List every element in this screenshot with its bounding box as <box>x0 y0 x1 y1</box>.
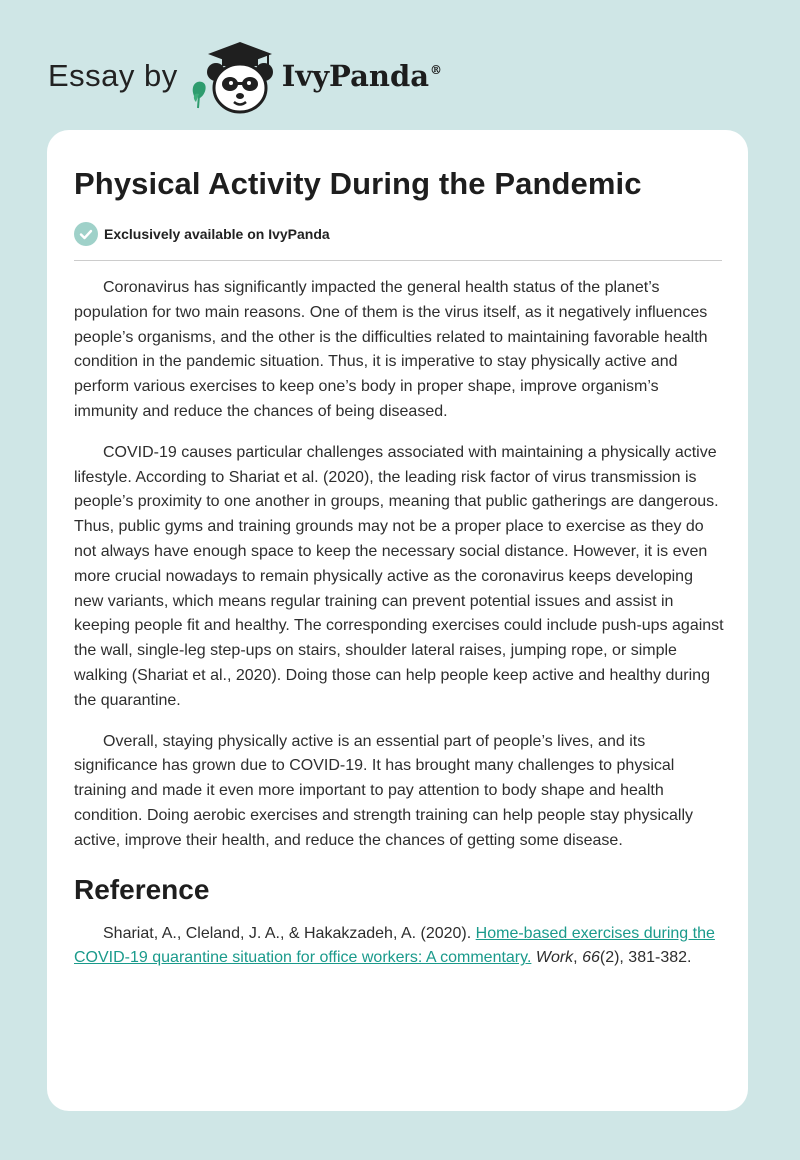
paragraph: COVID-19 causes particular challenges associated with maintaining a physically active lifestyle. According to Shariat et al. (2020), the leading risk factor of virus transmission is people’s proximity to one another in groups, meaning that public gatherings are dangerous. Thus, public gyms and training grounds may not be a proper place to exercise as they do not always have enough space to keep the necessary social distance. However, it is even more crucial nowadays to remain physically active as the coronavirus keeps developing new variants, which means regular training can prevent potential issues and assist in keeping people fit and healthy. The corresponding exercises could include push-ups against the wall, single-leg step-ups on stairs, shoulder lateral raises, jumping rope, or simple walking (Shariat et al., 2020). Doing those can help people keep active and healthy during the quarantine. <box>74 443 724 709</box>
brand-prefix: Essay by <box>48 58 178 93</box>
paragraph: Coronavirus has significantly impacted the general health status of the planet’s population for two main reasons. One of them is the virus itself, as it negatively influences people’s organisms, and the other is the difficulties related to maintaining favorable health condition in the pandemic situation. Thus, it is imperative to stay physically active and perform various exercises to keep one’s body in proper shape, improve organism’s immunity and reduce the chances of being diseased. <box>74 279 708 420</box>
reference-link[interactable]: Home-based exercises during the COVID-19 quarantine situation for office workers: A commentary. <box>74 924 715 967</box>
reference-volume: 66 <box>582 949 600 967</box>
brand-name-text: IvyPanda <box>281 59 430 93</box>
reference-entry: Shariat, A., Cleland, J. A., & Hakakzadeh, A. (2020). Home-based exercises during the COVID-19 quarantine situation for office workers: A commentary. Work, 66(2), 381-382. <box>74 924 715 967</box>
site-header <box>48 36 548 116</box>
exclusive-badge-row <box>74 222 330 246</box>
check-circle-icon <box>74 222 98 246</box>
reference-journal: Work <box>535 949 574 967</box>
exclusive-label: Exclusively available on IvyPanda <box>104 226 330 242</box>
paragraph: Overall, staying physically active is an essential part of people’s lives, and its significance has grown due to COVID-19. It has brought many challenges to physical training and made it even more important to pay attention to body shape and health condition. Doing aerobic exercises and strength training can help people stay physically active, improve their health, and reduce the chances of getting some disease. <box>74 732 694 849</box>
registered-mark: ® <box>430 63 443 77</box>
panda-logo-icon <box>188 36 280 116</box>
reference-issue-pages: (2), 381-382. <box>599 949 692 967</box>
essay-card <box>47 130 748 1111</box>
page-title: Physical Activity During the Pandemic <box>74 166 642 201</box>
essay-body <box>74 276 724 987</box>
brand-name <box>282 59 442 93</box>
reference-authors: Shariat, A., Cleland, J. A., & Hakakzadeh, A. (2020). <box>103 924 476 942</box>
divider <box>74 260 722 261</box>
reference-heading: Reference <box>74 873 210 905</box>
